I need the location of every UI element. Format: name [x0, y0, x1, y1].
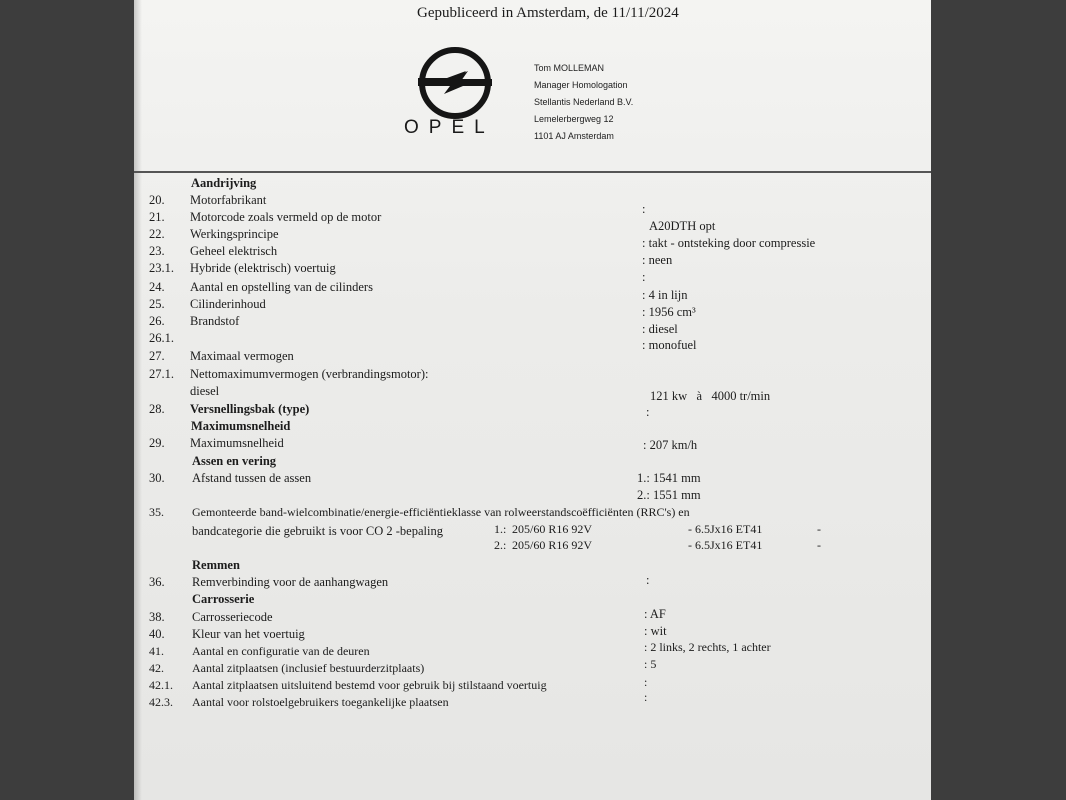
spec-row	[134, 260, 931, 284]
row-label: Aantal voor rolstoelgebruikers toegankelijke plaatsen	[192, 695, 449, 709]
row-number: 40.	[149, 627, 165, 641]
address-city: 1101 AJ Amsterdam	[534, 131, 614, 141]
section-heading	[134, 557, 931, 574]
row-value: 121 kw à 4000 tr/min	[650, 389, 771, 403]
row-label: Versnellingsbak (type)	[190, 402, 310, 416]
row-number: 30.	[149, 471, 165, 485]
row-number: 42.1.	[149, 678, 173, 692]
row-number: 21.	[149, 210, 165, 224]
row-number: 24.	[149, 280, 165, 294]
document-sheet	[134, 0, 931, 800]
row-value: : 4 in lijn	[642, 288, 688, 302]
row-value: : 1956 cm³	[642, 305, 696, 319]
row-label: Remverbinding voor de aanhangwagen	[192, 575, 389, 589]
row-number: 42.	[149, 661, 164, 675]
row-value: : AF	[644, 607, 666, 621]
row-label: Carrosseriecode	[192, 610, 273, 624]
row-number: 20.	[149, 193, 165, 207]
row-number: 41.	[149, 644, 164, 658]
tyre-index: 2.:	[494, 538, 507, 552]
row-label: diesel	[190, 384, 220, 398]
section-remmen: Remmen	[192, 558, 240, 572]
row-number: 22.	[149, 227, 165, 241]
row-value: :	[644, 675, 648, 689]
header-divider	[134, 171, 931, 173]
section-maximumsnelheid: Maximumsnelheid	[191, 419, 291, 433]
section-heading	[134, 418, 931, 435]
row-label: Motorfabrikant	[190, 193, 267, 207]
section-aandrijving: Aandrijving	[191, 176, 257, 190]
row-value: : wit	[644, 624, 667, 638]
spec-row	[134, 435, 931, 452]
row-label: Cilinderinhoud	[190, 297, 266, 311]
row-number: 27.1.	[149, 367, 174, 381]
tyre-rim: - 6.5Jx16 ET41	[688, 522, 763, 536]
row-number: 27.	[149, 349, 165, 363]
row-label: Kleur van het voertuig	[192, 627, 305, 641]
row-value: :	[642, 202, 646, 216]
row-number: 23.1.	[149, 261, 174, 275]
tyre-size: 205/60 R16 92V	[512, 522, 593, 536]
tyre-end: -	[817, 522, 821, 536]
spec-row	[134, 487, 931, 504]
spec-row	[134, 626, 931, 643]
row-label: Motorcode zoals vermeld op de motor	[190, 210, 382, 224]
row-number: 38.	[149, 610, 165, 624]
row-value: : neen	[642, 253, 673, 267]
row-value: 2.: 1551 mm	[637, 488, 701, 502]
spec-row	[134, 209, 931, 233]
tyre-size: 205/60 R16 92V	[512, 538, 593, 552]
row-value: : takt - ontsteking door compressie	[642, 236, 816, 250]
row-value: : monofuel	[642, 338, 697, 352]
row-number: 26.1.	[149, 331, 174, 345]
row-label: Gemonteerde band-wielcombinatie/energie-efficiëntieklasse van rolweerstandscoëfficiënten (RRC's) en	[192, 505, 690, 519]
section-carrosserie: Carrosserie	[192, 592, 255, 606]
row-label: Aantal en opstelling van de cilinders	[190, 280, 373, 294]
address-company: Stellantis Nederland B.V.	[534, 97, 634, 107]
spec-row	[134, 640, 931, 660]
row-label: Aantal zitplaatsen (inclusief bestuurderzitplaats)	[192, 661, 425, 675]
row-label: bandcategorie die gebruikt is voor CO 2 -bepaling	[192, 524, 443, 538]
row-label: Aantal zitplaatsen uitsluitend bestemd voor gebruik bij stilstaand voertuig	[192, 678, 547, 692]
address-name: Tom MOLLEMAN	[534, 63, 605, 73]
section-heading	[134, 453, 931, 470]
spec-row	[134, 226, 931, 250]
spec-row	[134, 470, 931, 487]
row-label: Brandstof	[190, 314, 240, 328]
spec-row	[134, 657, 931, 677]
row-value: : diesel	[642, 322, 678, 336]
section-assen-en-vering: Assen en vering	[192, 454, 277, 468]
spec-row	[134, 313, 931, 336]
row-value: :	[646, 405, 650, 419]
address-title: Manager Homologation	[534, 80, 628, 90]
row-number: 36.	[149, 575, 165, 589]
spec-row	[134, 330, 931, 352]
spec-row	[134, 504, 931, 521]
tyre-index: 1.:	[494, 522, 507, 536]
spec-row	[134, 677, 931, 694]
row-label: Maximaal vermogen	[190, 349, 294, 363]
opel-lightning-icon	[416, 44, 494, 122]
tyre-rim: - 6.5Jx16 ET41	[688, 538, 763, 552]
spec-row	[134, 574, 931, 591]
publication-line: Gepubliceerd in Amsterdam, de 11/11/2024	[417, 5, 679, 21]
spec-row	[134, 296, 931, 319]
spec-row	[134, 383, 931, 403]
row-value: :	[644, 690, 648, 704]
spec-row	[134, 690, 931, 711]
row-value: : 5	[644, 657, 657, 671]
row-number: 28.	[149, 402, 165, 416]
spec-row	[134, 243, 931, 267]
row-number: 23.	[149, 244, 165, 258]
row-number: 29.	[149, 436, 165, 450]
tyre-row	[134, 537, 931, 554]
section-heading	[134, 175, 931, 192]
brand-name: OPEL	[404, 117, 495, 138]
tyre-end: -	[817, 538, 821, 552]
row-value: 1.: 1541 mm	[637, 471, 701, 485]
row-label: Werkingsprincipe	[190, 227, 279, 241]
row-value: A20DTH opt	[649, 219, 716, 233]
address-street: Lemelerbergweg 12	[534, 114, 614, 124]
spec-row	[134, 192, 931, 216]
spec-row	[134, 401, 931, 418]
row-value: : 2 links, 2 rechts, 1 achter	[644, 640, 771, 654]
spec-row	[134, 279, 931, 302]
tyre-row	[134, 521, 931, 538]
row-label: Maximumsnelheid	[190, 436, 284, 450]
row-value: : 207 km/h	[643, 438, 698, 452]
row-number: 42.3.	[149, 695, 173, 709]
row-number: 35.	[149, 505, 164, 519]
sender-address	[534, 60, 633, 145]
row-label: Geheel elektrisch	[190, 244, 278, 258]
spec-row	[134, 348, 931, 365]
row-label: Nettomaximumvermogen (verbrandingsmotor):	[190, 367, 429, 381]
spec-row	[134, 366, 931, 383]
row-number: 26.	[149, 314, 165, 328]
row-label: Hybride (elektrisch) voertuig	[190, 261, 336, 275]
row-label: Aantal en configuratie van de deuren	[192, 644, 370, 658]
spec-row	[134, 609, 931, 626]
row-label: Afstand tussen de assen	[192, 471, 312, 485]
row-value: :	[642, 270, 646, 284]
section-heading	[134, 591, 931, 608]
row-number: 25.	[149, 297, 165, 311]
row-value: :	[646, 573, 650, 587]
